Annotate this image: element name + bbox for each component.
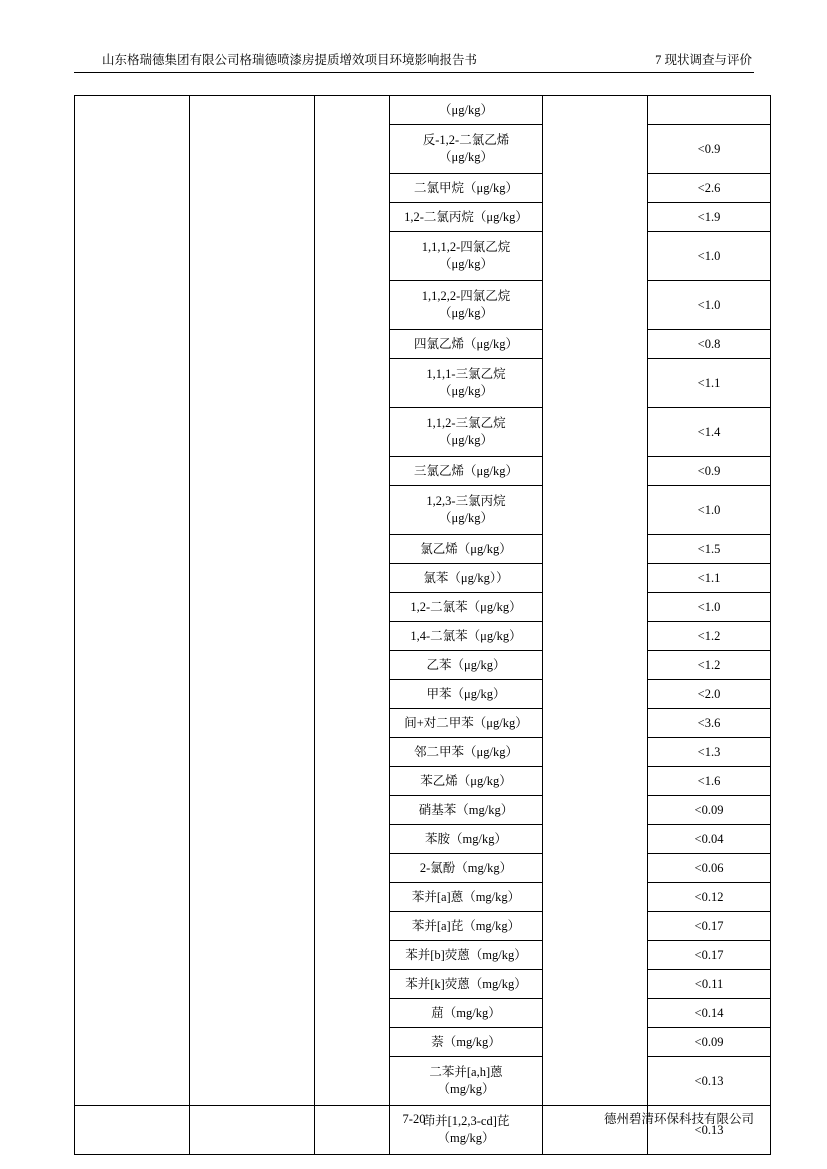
analyte-unit-line: （μg/kg） [439,433,493,447]
cell-result-value: <1.4 [648,408,771,457]
analyte-unit-line: （μg/kg） [439,511,493,525]
analyte-unit-line: （μg/kg） [439,257,493,271]
cell-analyte-name [390,281,543,330]
cell-analyte-name [390,796,543,825]
cell-result-value: <0.04 [648,825,771,854]
analyte-name-line: 䓛（mg/kg） [431,1005,501,1020]
cell-analyte-name [390,767,543,796]
header-section-right: 7 现状调查与评价 [655,53,752,67]
cell-analyte-name [390,174,543,203]
analyte-name-line: 间+对二甲苯（μg/kg） [404,715,528,730]
cell-analyte-name [390,203,543,232]
analyte-name-line: 苯乙烯（μg/kg） [420,773,512,788]
cell-result-value: <1.9 [648,203,771,232]
cell-result-value: <0.9 [648,457,771,486]
analyte-unit-line: （mg/kg） [437,1082,495,1096]
cell-result-value: <1.2 [648,651,771,680]
cell-result-value: <1.3 [648,738,771,767]
analyte-name-line: 苯并[b]荧蒽（mg/kg） [405,947,527,962]
analyte-name-line: 苯并[a]芘（mg/kg） [411,918,521,933]
cell-result-value: <1.0 [648,593,771,622]
analyte-unit-line: （mg/kg） [437,1131,495,1145]
cell-result-value: <0.09 [648,796,771,825]
cell-result-value: <0.17 [648,912,771,941]
cell-analyte-name [390,883,543,912]
cell-group-5 [543,96,648,1155]
soil-test-results-table [74,95,754,1155]
results-table-body [75,96,771,1155]
cell-result-value: <1.1 [648,359,771,408]
cell-analyte-name [390,359,543,408]
analyte-name-line: 苯并[k]荧蒽（mg/kg） [405,976,527,991]
cell-result-value: <1.0 [648,281,771,330]
analyte-name-line: 二氯甲烷（μg/kg） [414,180,518,195]
analyte-name-line: 1,1,2-三氯乙烷 [426,416,506,430]
cell-result-value: <2.0 [648,680,771,709]
analyte-name-line: 1,4-二氯苯（μg/kg） [410,628,522,643]
analyte-name-line: 三氯乙烯（μg/kg） [414,463,518,478]
cell-analyte-name [390,125,543,174]
analyte-name-line: 乙苯（μg/kg） [426,657,506,672]
analyte-unit-line: （μg/kg） [439,306,493,320]
analyte-name-line: 反-1,2-二氯乙烯 [422,133,510,147]
cell-group-1 [75,96,190,1155]
cell-group-2 [190,96,315,1155]
cell-analyte-name [390,564,543,593]
cell-analyte-name [390,593,543,622]
cell-group-3 [315,96,390,1155]
analyte-name-line: 氯乙烯（μg/kg） [420,541,512,556]
cell-result-value: <0.8 [648,330,771,359]
cell-analyte-name [390,738,543,767]
cell-analyte-name [390,709,543,738]
cell-analyte-name [390,330,543,359]
cell-analyte-name [390,680,543,709]
page-header [74,52,754,73]
cell-analyte-name [390,651,543,680]
cell-result-value [648,96,771,125]
cell-result-value: <0.14 [648,999,771,1028]
cell-result-value: <1.0 [648,232,771,281]
page-footer [74,1105,754,1127]
analyte-name-line: 1,1,1,2-四氯乙烷 [421,240,511,254]
analyte-unit-line: （μg/kg） [439,150,493,164]
cell-result-value: <0.11 [648,970,771,999]
cell-analyte-name [390,408,543,457]
analyte-name-line: 苯胺（mg/kg） [425,831,507,846]
analyte-name-line: 1,2-二氯苯（μg/kg） [410,599,522,614]
analyte-name-line: 1,1,1-三氯乙烷 [426,367,506,381]
cell-result-value: <0.17 [648,941,771,970]
analyte-name-line: 硝基苯（mg/kg） [418,802,514,817]
cell-analyte-name [390,535,543,564]
results-table [74,95,771,1155]
cell-analyte-name [390,457,543,486]
header-title-left: 山东格瑞德集团有限公司格瑞德喷漆房提质增效项目环境影响报告书 [102,53,478,67]
cell-result-value: <2.6 [648,174,771,203]
cell-result-value: <1.2 [648,622,771,651]
cell-analyte-name [390,999,543,1028]
footer-company: 德州碧清环保科技有限公司 [603,1112,754,1126]
cell-analyte-name [390,941,543,970]
cell-result-value: <0.12 [648,883,771,912]
cell-analyte-name [390,854,543,883]
cell-analyte-name [390,1057,543,1106]
cell-analyte-name [390,912,543,941]
cell-result-value: <1.1 [648,564,771,593]
cell-result-value: <3.6 [648,709,771,738]
cell-analyte-name [390,232,543,281]
cell-analyte-name [390,622,543,651]
analyte-name-line: 1,1,2,2-四氯乙烷 [421,289,511,303]
cell-result-value: <0.06 [648,854,771,883]
analyte-name-line: 四氯乙烯（μg/kg） [414,336,518,351]
analyte-name-line: 邻二甲苯（μg/kg） [414,744,518,759]
cell-analyte-name [390,970,543,999]
footer-inner [74,1111,754,1127]
page-number: 7-20 [402,1112,426,1126]
cell-result-value: <0.09 [648,1028,771,1057]
cell-result-value: <1.6 [648,767,771,796]
analyte-unit-line: （μg/kg） [439,384,493,398]
cell-analyte-name [390,1028,543,1057]
analyte-unit-line: （μg/kg） [439,102,493,117]
cell-analyte-name [390,96,543,125]
cell-result-value: <0.13 [648,1057,771,1106]
analyte-name-line: 氯苯（μg/kg）） [423,570,509,585]
analyte-name-line: 茚并[1,2,3-cd]芘 [422,1114,510,1128]
analyte-name-line: 二苯并[a,h]蒽 [429,1065,503,1079]
analyte-name-line: 1,2-二氯丙烷（μg/kg） [404,209,528,224]
cell-result-value: <1.0 [648,486,771,535]
analyte-name-line: 2-氯酚（mg/kg） [419,860,513,875]
analyte-name-line: 1,2,3-三氯丙烷 [426,494,506,508]
cell-analyte-name [390,486,543,535]
cell-result-value: <1.5 [648,535,771,564]
table-row [75,96,771,125]
analyte-name-line: 萘（mg/kg） [431,1034,501,1049]
analyte-name-line: 甲苯（μg/kg） [426,686,506,701]
cell-result-value: <0.13 [648,1106,771,1155]
analyte-name-line: 苯并[a]蒽（mg/kg） [411,889,521,904]
cell-result-value: <0.9 [648,125,771,174]
cell-analyte-name [390,825,543,854]
